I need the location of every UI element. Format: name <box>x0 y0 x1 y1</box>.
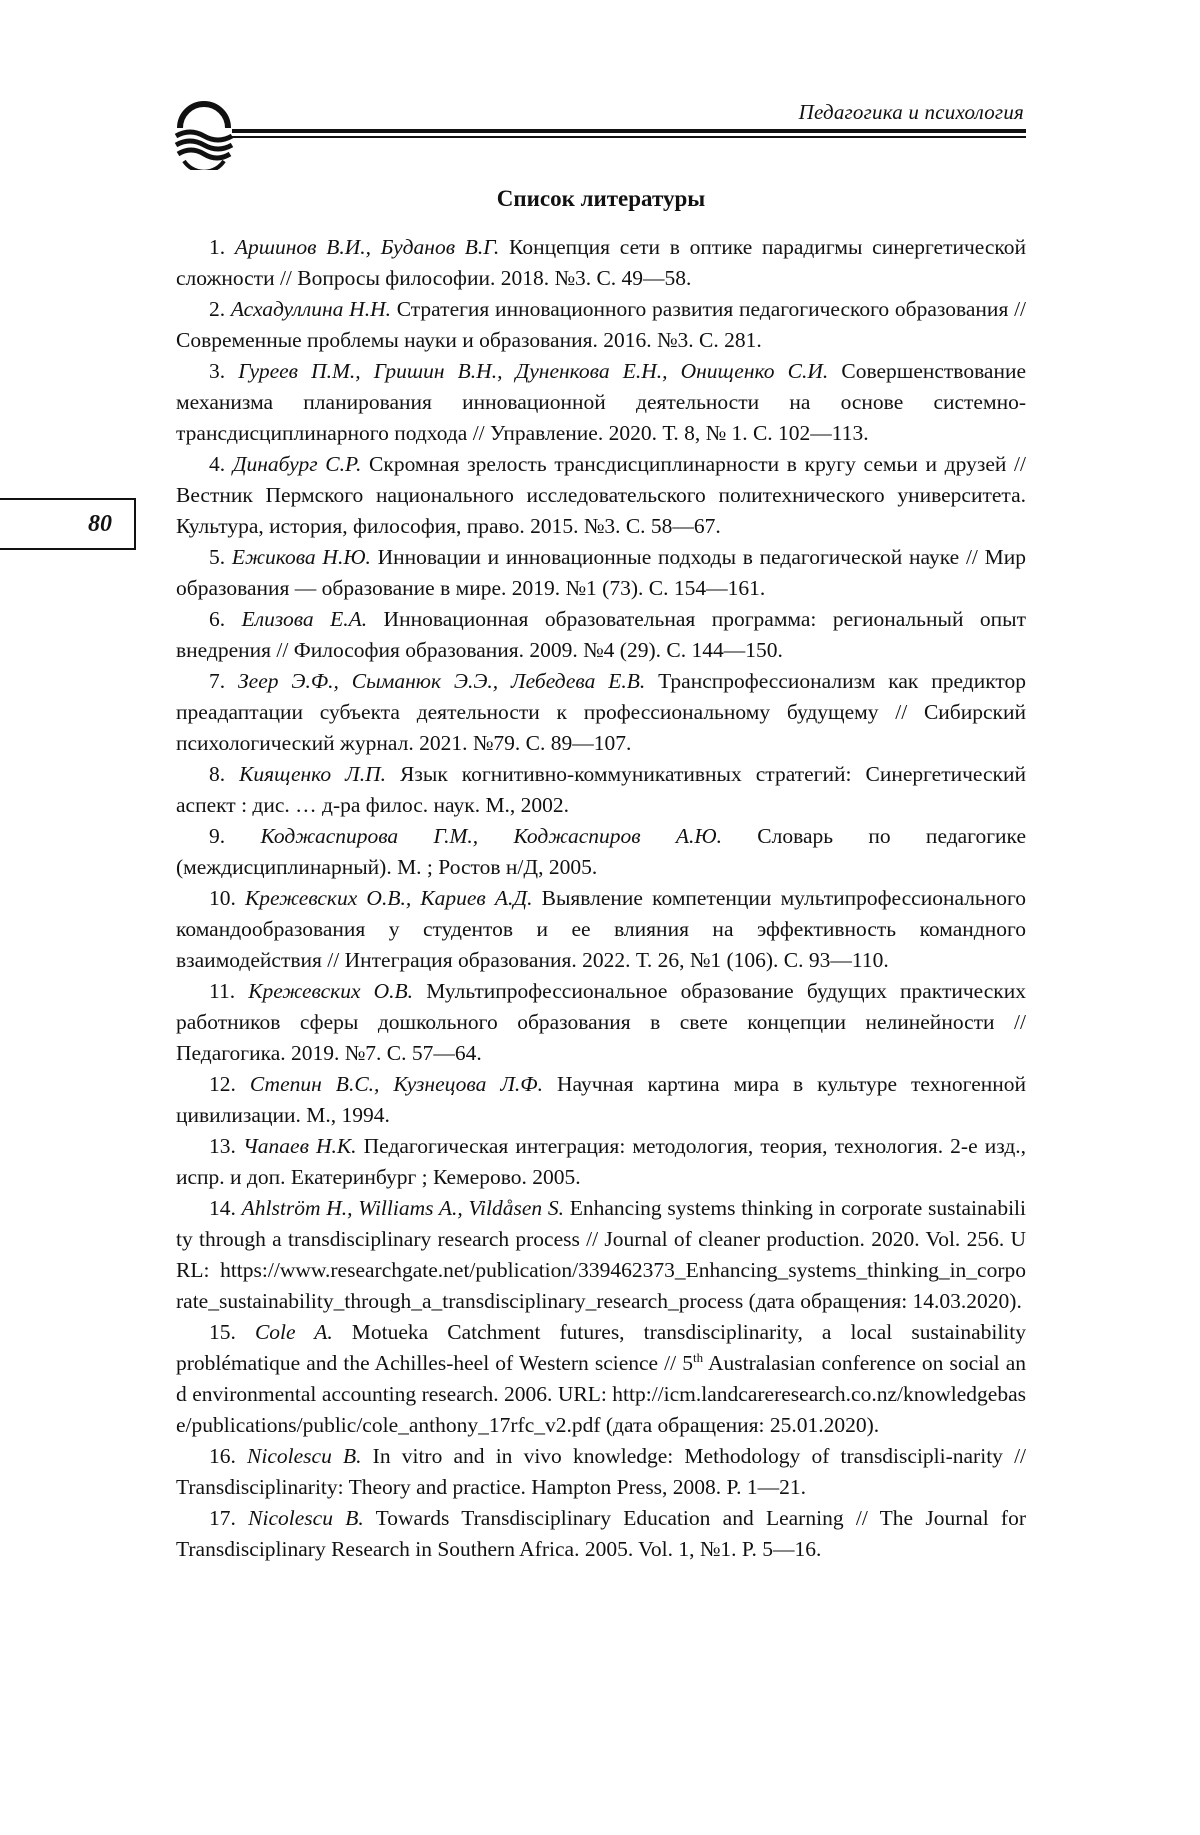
reference-item: 17. Nicolescu B. Towards Transdisciplinary Education and Learning // The Journal for Transdisciplinary Research in Southern Africa. 2005. Vol. 1, №1. P. 5—16. <box>176 1506 1027 1561</box>
reference-list <box>176 232 1026 1565</box>
reference-item: 8. Киященко Л.П. Язык когнитивно-коммуникативных стратегий: Синергетический аспект : дис. … д-ра филос. наук. М., 2002. <box>176 762 1026 817</box>
reference-text: Скромная зрелость трансдисциплинарности в кругу семьи и друзей // Вестник Пермского национального исследовательского политехнического университета. Культура, история, философия, право. 2015. №3. С. 58—67. <box>176 452 1027 538</box>
reference-text: Motueka Catchment futures, transdisciplinarity, a local sustainability problématique and the Achilles-heel of Western science // 5 <box>176 1320 1027 1375</box>
journal-logo-icon <box>170 98 238 170</box>
reference-text: Enhancing systems thinking in corporate sustainability through a transdisciplinary research process // Journal of cleaner production. 2020. Vol. 256. URL: https://www.researchgate.net/publication/339462373_Enhancing_systems_thinking_in_corporate_sustainability_through_a_transdisciplinary_research_process (дата обращения: 14.03.2020). <box>176 1196 1026 1313</box>
reference-authors: Асхадуллина Н.Н. <box>230 297 391 321</box>
reference-authors: Гуреев П.М., Гришин В.Н., Дуненкова Е.Н., Онищенко С.И. <box>238 359 829 383</box>
reference-item: 15. Cole A. Motueka Catchment futures, transdisciplinarity, a local sustainability problématique and the Achilles-heel of Western science // 5th Australasian conference on social and environmental accounting research. 2006. URL: http://icm.landcareresearch.co.nz/knowledgebase/publications/public/cole_anthony_17rfc_v2.pdf (дата обращения: 25.01.2020). <box>176 1320 1027 1437</box>
reference-item: 12. Степин В.С., Кузнецова Л.Ф. Научная картина мира в культуре техногенной цивилизации. М., 1994. <box>176 1072 1027 1127</box>
reference-text: Совершенствование механизма планирования инновационной деятельности на основе системно-трансдисциплинарного подхода // Управление. 2020. Т. 8, № 1. С. 102—113. <box>176 359 1027 445</box>
page-number-box <box>0 498 136 550</box>
reference-item: 7. Зеер Э.Ф., Сыманюк Э.Э., Лебедева Е.В. Транспрофессионализм как предиктор преадаптации субъекта деятельности к профессиональному будущему // Сибирский психологический журнал. 2021. №79. С. 89—107. <box>176 669 1026 755</box>
reference-authors: Зеер Э.Ф., Сыманюк Э.Э., Лебедева Е.В. <box>238 669 646 693</box>
reference-item: 5. Ежикова Н.Ю. Инновации и инновационные подходы в педагогической науке // Мир образования — образование в мире. 2019. №1 (73). С. 154—161. <box>176 545 1027 600</box>
reference-text: Мультипрофессиональное образование будущих практических работников сферы дошкольного образования в свете концепции нелинейности // Педагогика. 2019. №7. С. 57—64. <box>176 979 1026 1065</box>
reference-authors: Крежевских О.В., Кариев А.Д. <box>245 886 533 910</box>
reference-authors: Киященко Л.П. <box>239 762 387 786</box>
reference-authors: Nicolescu B. <box>248 1506 364 1530</box>
reference-authors: Крежевских О.В. <box>248 979 414 1003</box>
reference-authors: Ahlström H., Williams A., Vildåsen S. <box>241 1196 564 1220</box>
reference-text: In vitro and in vivo knowledge: Methodology of transdiscipli-narity // Transdisciplinarity: Theory and practice. Hampton Press, 2008. P. 1—21. <box>176 1444 1027 1499</box>
reference-item: 13. Чапаев Н.К. Педагогическая интеграция: методология, теория, технология. 2-е изд., испр. и доп. Екатеринбург ; Кемерово. 2005. <box>176 1134 1027 1189</box>
reference-text: Язык когнитивно-коммуникативных стратегий: Синергетический аспект : дис. … д-ра филос. наук. М., 2002. <box>176 762 1026 817</box>
reference-item: 6. Елизова Е.А. Инновационная образовательная программа: региональный опыт внедрения // Философия образования. 2009. №4 (29). С. 144—150. <box>176 607 1026 662</box>
reference-authors: Елизова Е.А. <box>241 607 368 631</box>
reference-text: Выявление компетенции мультипрофессионального командообразования у студентов и ее влияния на эффективность командного взаимодействия // Интеграция образования. 2022. Т. 26, №1 (106). С. 93—110. <box>176 886 1027 972</box>
reference-item: 1. Аршинов В.И., Буданов В.Г. Концепция сети в оптике парадигмы синергетической сложности // Вопросы философии. 2018. №3. С. 49—58. <box>176 235 1027 290</box>
header-rule-thin <box>232 136 1026 138</box>
running-header-title: Педагогика и психология <box>798 100 1024 124</box>
reference-authors: Аршинов В.И., Буданов В.Г. <box>234 235 500 259</box>
section-title: Список литературы <box>496 186 706 211</box>
reference-authors: Коджаспирова Г.М., Коджаспиров А.Ю. <box>260 824 722 848</box>
reference-item: 11. Крежевских О.В. Мультипрофессиональное образование будущих практических работников сферы дошкольного образования в свете концепции нелинейности // Педагогика. 2019. №7. С. 57—64. <box>176 979 1026 1065</box>
reference-authors: Cole A. <box>254 1320 333 1344</box>
reference-text: Транспрофессионализм как предиктор преадаптации субъекта деятельности к профессиональному будущему // Сибирский психологический журнал. 2021. №79. С. 89—107. <box>176 669 1026 755</box>
reference-text: Научная картина мира в культуре техногенной цивилизации. М., 1994. <box>176 1072 1027 1127</box>
header-rule <box>232 129 1026 133</box>
reference-item: 10. Крежевских О.В., Кариев А.Д. Выявление компетенции мультипрофессионального командообразования у студентов и ее влияния на эффективность командного взаимодействия // Интеграция образования. 2022. Т. 26, №1 (106). С. 93—110. <box>176 886 1027 972</box>
reference-item: 4. Динабург С.Р. Скромная зрелость трансдисциплинарности в кругу семьи и друзей // Вестник Пермского национального исследовательского политехнического университета. Культура, история, философия, право. 2015. №3. С. 58—67. <box>176 452 1027 538</box>
reference-text: Концепция сети в оптике парадигмы синергетической сложности // Вопросы философии. 2018. №3. С. 49—58. <box>176 235 1027 290</box>
reference-item: 2. Асхадуллина Н.Н. Стратегия инновационного развития педагогического образования // Современные проблемы науки и образования. 2016. №3. С. 281. <box>176 297 1027 352</box>
reference-text: Педагогическая интеграция: методология, теория, технология. 2-е изд., испр. и доп. Екатеринбург ; Кемерово. 2005. <box>176 1134 1027 1189</box>
reference-text-continued: Australasian conference on social and environmental accounting research. 2006. URL: http://icm.landcareresearch.co.nz/knowledgebase/publications/public/cole_anthony_17rfc_v2.pdf (дата обращения: 25.01.2020). <box>176 1351 1026 1437</box>
reference-authors: Степин В.С., Кузнецова Л.Ф. <box>249 1072 543 1096</box>
reference-authors: Чапаев Н.К. <box>242 1134 357 1158</box>
reference-text: Словарь по педагогике (междисциплинарный). М. ; Ростов н/Д, 2005. <box>176 824 1026 879</box>
reference-authors: Ежикова Н.Ю. <box>231 545 371 569</box>
reference-superscript: th <box>692 1349 704 1365</box>
page-number: 80 <box>88 510 112 537</box>
reference-text: Стратегия инновационного развития педагогического образования // Современные проблемы науки и образования. 2016. №3. С. 281. <box>176 297 1027 352</box>
reference-item: 9. Коджаспирова Г.М., Коджаспиров А.Ю. Словарь по педагогике (междисциплинарный). М. ; Ростов н/Д, 2005. <box>176 824 1026 879</box>
reference-item: 16. Nicolescu B. In vitro and in vivo knowledge: Methodology of transdiscipli-narity // Transdisciplinarity: Theory and practice. Hampton Press, 2008. P. 1—21. <box>176 1444 1027 1499</box>
reference-authors: Nicolescu B. <box>247 1444 362 1468</box>
reference-text: Инновационная образовательная программа: региональный опыт внедрения // Философия образования. 2009. №4 (29). С. 144—150. <box>176 607 1026 662</box>
reference-item: 14. Ahlström H., Williams A., Vildåsen S. Enhancing systems thinking in corporate sustainability through a transdisciplinary research process // Journal of cleaner production. 2020. Vol. 256. URL: https://www.researchgate.net/publication/339462373_Enhancing_systems_thinking_in_corporate_sustainability_through_a_transdisciplinary_research_process (дата обращения: 14.03.2020). <box>176 1196 1026 1313</box>
reference-authors: Динабург С.Р. <box>232 452 362 476</box>
reference-text: Инновации и инновационные подходы в педагогической науке // Мир образования — образование в мире. 2019. №1 (73). С. 154—161. <box>176 545 1027 600</box>
reference-item: 3. Гуреев П.М., Гришин В.Н., Дуненкова Е.Н., Онищенко С.И. Совершенствование механизма планирования инновационной деятельности на основе системно-трансдисциплинарного подхода // Управление. 2020. Т. 8, № 1. С. 102—113. <box>176 359 1027 445</box>
reference-text: Towards Transdisciplinary Education and Learning // The Journal for Transdisciplinary Research in Southern Africa. 2005. Vol. 1, №1. P. 5—16. <box>176 1506 1027 1561</box>
